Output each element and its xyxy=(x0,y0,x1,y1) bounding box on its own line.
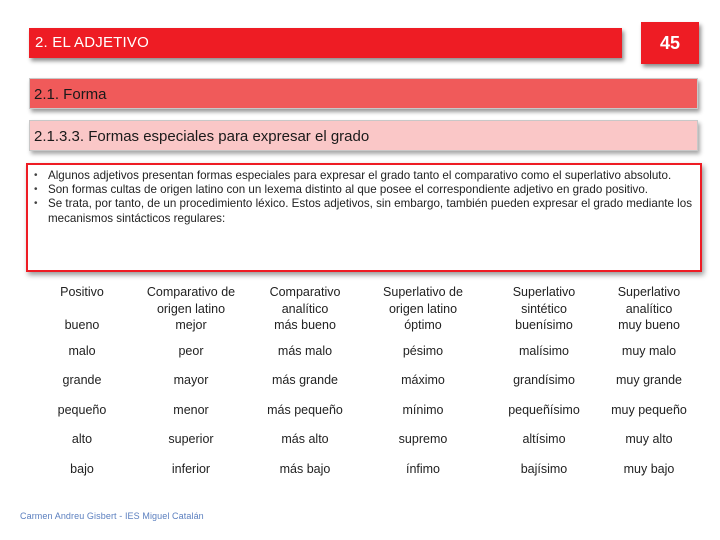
header-cell xyxy=(488,282,600,340)
table-cell: inferior xyxy=(171,461,211,476)
table-cell: pésimo xyxy=(402,344,444,358)
table-cell: más grande xyxy=(271,373,338,388)
table-cell: muy pequeño xyxy=(611,402,687,417)
table-cell: bueno xyxy=(64,318,100,332)
header-label: analítico xyxy=(281,301,329,316)
table-cell: pequeñísimo xyxy=(508,402,580,417)
table-cell: grandísimo xyxy=(513,373,575,388)
table-cell: más alto xyxy=(281,432,329,447)
table-row xyxy=(34,428,698,457)
header-label: analítico xyxy=(625,301,673,316)
table-row xyxy=(34,340,698,369)
footer-credit: Carmen Andreu Gisbert - IES Miguel Catalán xyxy=(20,511,204,521)
table-cell: mayor xyxy=(173,373,209,388)
header-label xyxy=(34,301,130,318)
header-cell xyxy=(600,282,698,340)
table-cell: grande xyxy=(62,373,102,388)
table-row xyxy=(34,458,698,487)
table-cell: alto xyxy=(71,432,93,447)
header-label: Superlativo xyxy=(617,285,681,299)
table-cell: supremo xyxy=(398,432,448,447)
table-cell: malo xyxy=(68,344,96,358)
table-cell: altísimo xyxy=(522,432,566,447)
table-cell: mejor xyxy=(175,318,207,332)
table-cell: muy bajo xyxy=(623,461,675,476)
explanation-box xyxy=(26,163,702,272)
table-cell: pequeño xyxy=(57,402,107,417)
header-label: Comparativo xyxy=(269,285,341,299)
table-cell: más bajo xyxy=(279,461,331,476)
table-cell: muy alto xyxy=(625,432,673,447)
table-row xyxy=(34,369,698,398)
table-row xyxy=(34,399,698,428)
table-cell: menor xyxy=(173,402,209,417)
table-cell: muy grande xyxy=(615,373,682,388)
table-cell: buenísimo xyxy=(515,318,573,332)
section-title-bar xyxy=(29,78,698,109)
table-cell: más bueno xyxy=(274,318,336,332)
table-cell: muy malo xyxy=(621,344,677,358)
table-cell: muy bueno xyxy=(618,318,680,332)
header-cell xyxy=(252,282,358,340)
bullet-item: • Algunos adjetivos presentan formas especiales para expresar el grado tanto el comparativo como el superlativo absoluto. xyxy=(33,169,692,183)
subsection-title: 2.1.3.3. Formas especiales para expresar el grado xyxy=(34,128,370,145)
section-title: 2.1. Forma xyxy=(34,86,107,103)
table-cell: más malo xyxy=(277,344,333,358)
chapter-title-bar xyxy=(29,28,622,58)
header-label: origen latino xyxy=(388,301,458,316)
table-cell: malísimo xyxy=(518,344,569,358)
header-label: Positivo xyxy=(60,285,104,299)
table-cell: peor xyxy=(178,344,204,358)
table-cell: óptimo xyxy=(404,318,442,332)
table-cell: mínimo xyxy=(402,402,444,417)
header-label: Superlativo de xyxy=(383,285,463,299)
page-number: 45 xyxy=(659,33,681,53)
header-cell xyxy=(34,282,130,340)
table-header-row xyxy=(34,282,698,340)
bullet-list xyxy=(33,169,692,226)
subsection-title-bar xyxy=(29,120,698,151)
header-cell xyxy=(358,282,488,340)
header-cell xyxy=(130,282,252,340)
header-label: Superlativo xyxy=(512,285,576,299)
table-cell: superior xyxy=(168,432,214,447)
header-label: sintético xyxy=(521,301,567,316)
table-cell: máximo xyxy=(401,373,445,388)
page-number-badge xyxy=(641,22,699,64)
header-label: origen latino xyxy=(156,301,226,316)
bullet-item: • Se trata, por tanto, de un procedimiento léxico. Estos adjetivos, sin embargo, también pueden expresar el grado mediante los mecanismos sintácticos regulares: xyxy=(33,197,692,225)
chapter-title: 2. EL ADJETIVO xyxy=(35,34,149,51)
degree-forms-table xyxy=(34,282,698,487)
table-cell: bajísimo xyxy=(520,461,568,476)
header-label: Comparativo de xyxy=(146,285,236,299)
table-cell: más pequeño xyxy=(267,402,343,417)
table-cell: ínfimo xyxy=(405,461,441,476)
bullet-item: • Son formas cultas de origen latino con un lexema distinto al que posee el correspondiente adjetivo en grado positivo. xyxy=(33,183,692,197)
table-cell: bajo xyxy=(70,461,94,476)
